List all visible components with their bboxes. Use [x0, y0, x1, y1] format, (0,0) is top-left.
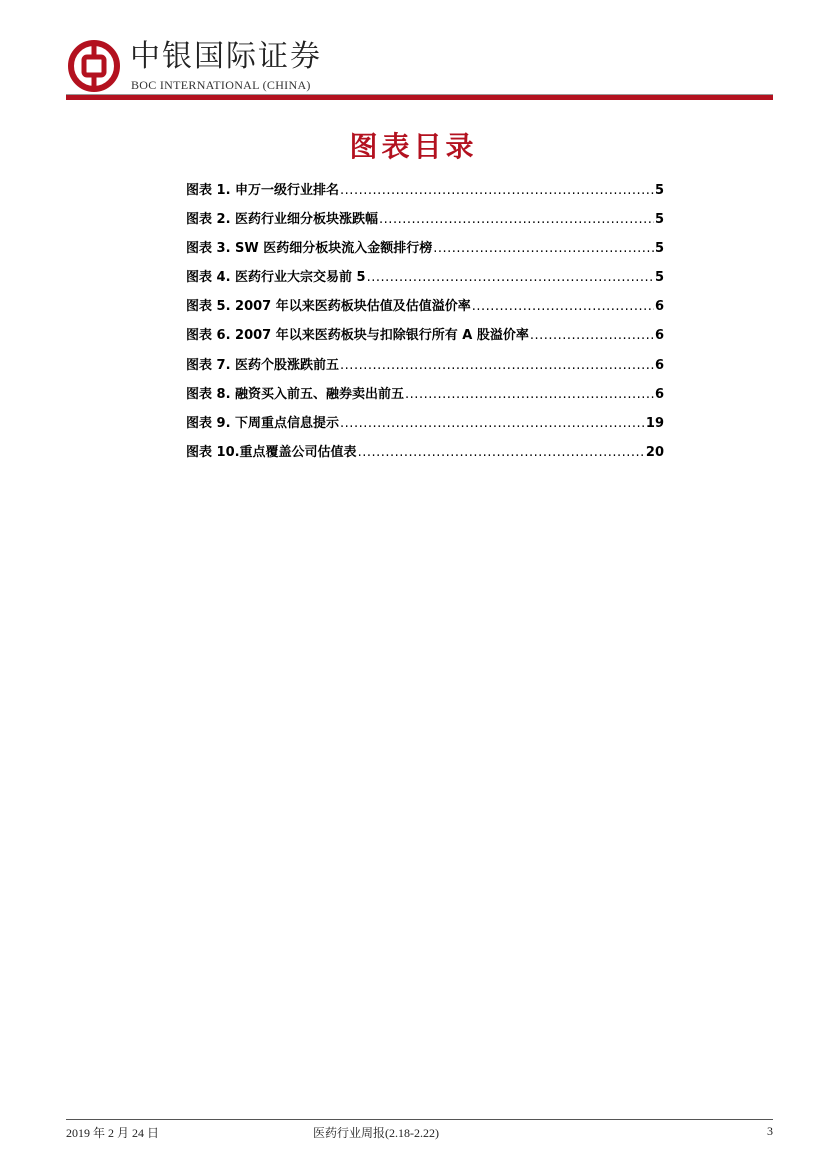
- toc-entry-page: 5: [654, 241, 664, 257]
- toc-entry-label: 图表 10.重点覆盖公司估值表: [186, 444, 357, 460]
- footer-date: 2019 年 2 月 24 日: [66, 1126, 160, 1140]
- toc-leader-dots: [367, 267, 654, 289]
- page-number: 3: [767, 1124, 773, 1138]
- toc-entry-page: 6: [654, 299, 664, 315]
- toc-entry-page: 5: [654, 183, 664, 198]
- boc-logo-icon: [68, 40, 120, 92]
- toc-entry-page: 19: [645, 415, 664, 431]
- toc-entry-label: 图表 1. 申万一级行业排名: [186, 183, 340, 198]
- brand-name-english: BOC INTERNATIONAL (CHINA): [131, 78, 311, 92]
- footer-report-title: 医药行业周报(2.18-2.22): [313, 1126, 439, 1140]
- toc-entry-label: 图表 8. 融资买入前五、融券卖出前五: [186, 386, 405, 402]
- toc-entry-page: 5: [654, 212, 664, 228]
- toc-entry[interactable]: [186, 180, 664, 209]
- toc-entry-label: 图表 4. 医药行业大宗交易前 5: [186, 270, 366, 286]
- brand-name-chinese: 中银国际证券: [130, 39, 322, 74]
- toc-entry[interactable]: [186, 442, 664, 471]
- toc-leader-dots: [358, 442, 645, 464]
- toc-leader-dots: [340, 413, 645, 435]
- toc-leader-dots: [433, 238, 654, 260]
- toc-entry[interactable]: [186, 267, 664, 296]
- toc-leader-dots: [340, 180, 654, 202]
- toc-leader-dots: [405, 384, 654, 406]
- toc-entry-label: 图表 9. 下周重点信息提示: [186, 415, 340, 431]
- toc-entry-label: 图表 7. 医药个股涨跌前五: [186, 357, 340, 373]
- toc-leader-dots: [340, 355, 654, 377]
- toc-entry[interactable]: [186, 325, 664, 354]
- toc-entry[interactable]: [186, 296, 664, 325]
- toc-entry-label: 图表 6. 2007 年以来医药板块与扣除银行所有 A 股溢价率: [186, 328, 529, 344]
- toc-leader-dots: [379, 209, 654, 231]
- toc-list: [186, 180, 664, 471]
- toc-leader-dots: [530, 325, 654, 347]
- toc-entry[interactable]: [186, 384, 664, 413]
- toc-entry[interactable]: [186, 209, 664, 238]
- toc-entry-page: 5: [654, 270, 664, 286]
- toc-entry-page: 6: [654, 386, 664, 402]
- toc-entry[interactable]: [186, 413, 664, 442]
- footer-divider: [66, 1119, 773, 1120]
- toc-entry-page: 6: [654, 328, 664, 344]
- toc-entry-label: 图表 5. 2007 年以来医药板块估值及估值溢价率: [186, 299, 471, 315]
- toc-entry-page: 20: [645, 444, 664, 460]
- toc-entry-page: 6: [654, 357, 664, 373]
- header-divider-red: [66, 95, 773, 100]
- toc-entry-label: 图表 3. SW 医药细分板块流入金额排行榜: [186, 241, 433, 257]
- toc-entry[interactable]: [186, 238, 664, 267]
- toc-entry[interactable]: [186, 355, 664, 384]
- toc-entry-label: 图表 2. 医药行业细分板块涨跌幅: [186, 212, 379, 228]
- toc-title: 图表目录: [349, 130, 478, 163]
- toc-leader-dots: [472, 296, 654, 318]
